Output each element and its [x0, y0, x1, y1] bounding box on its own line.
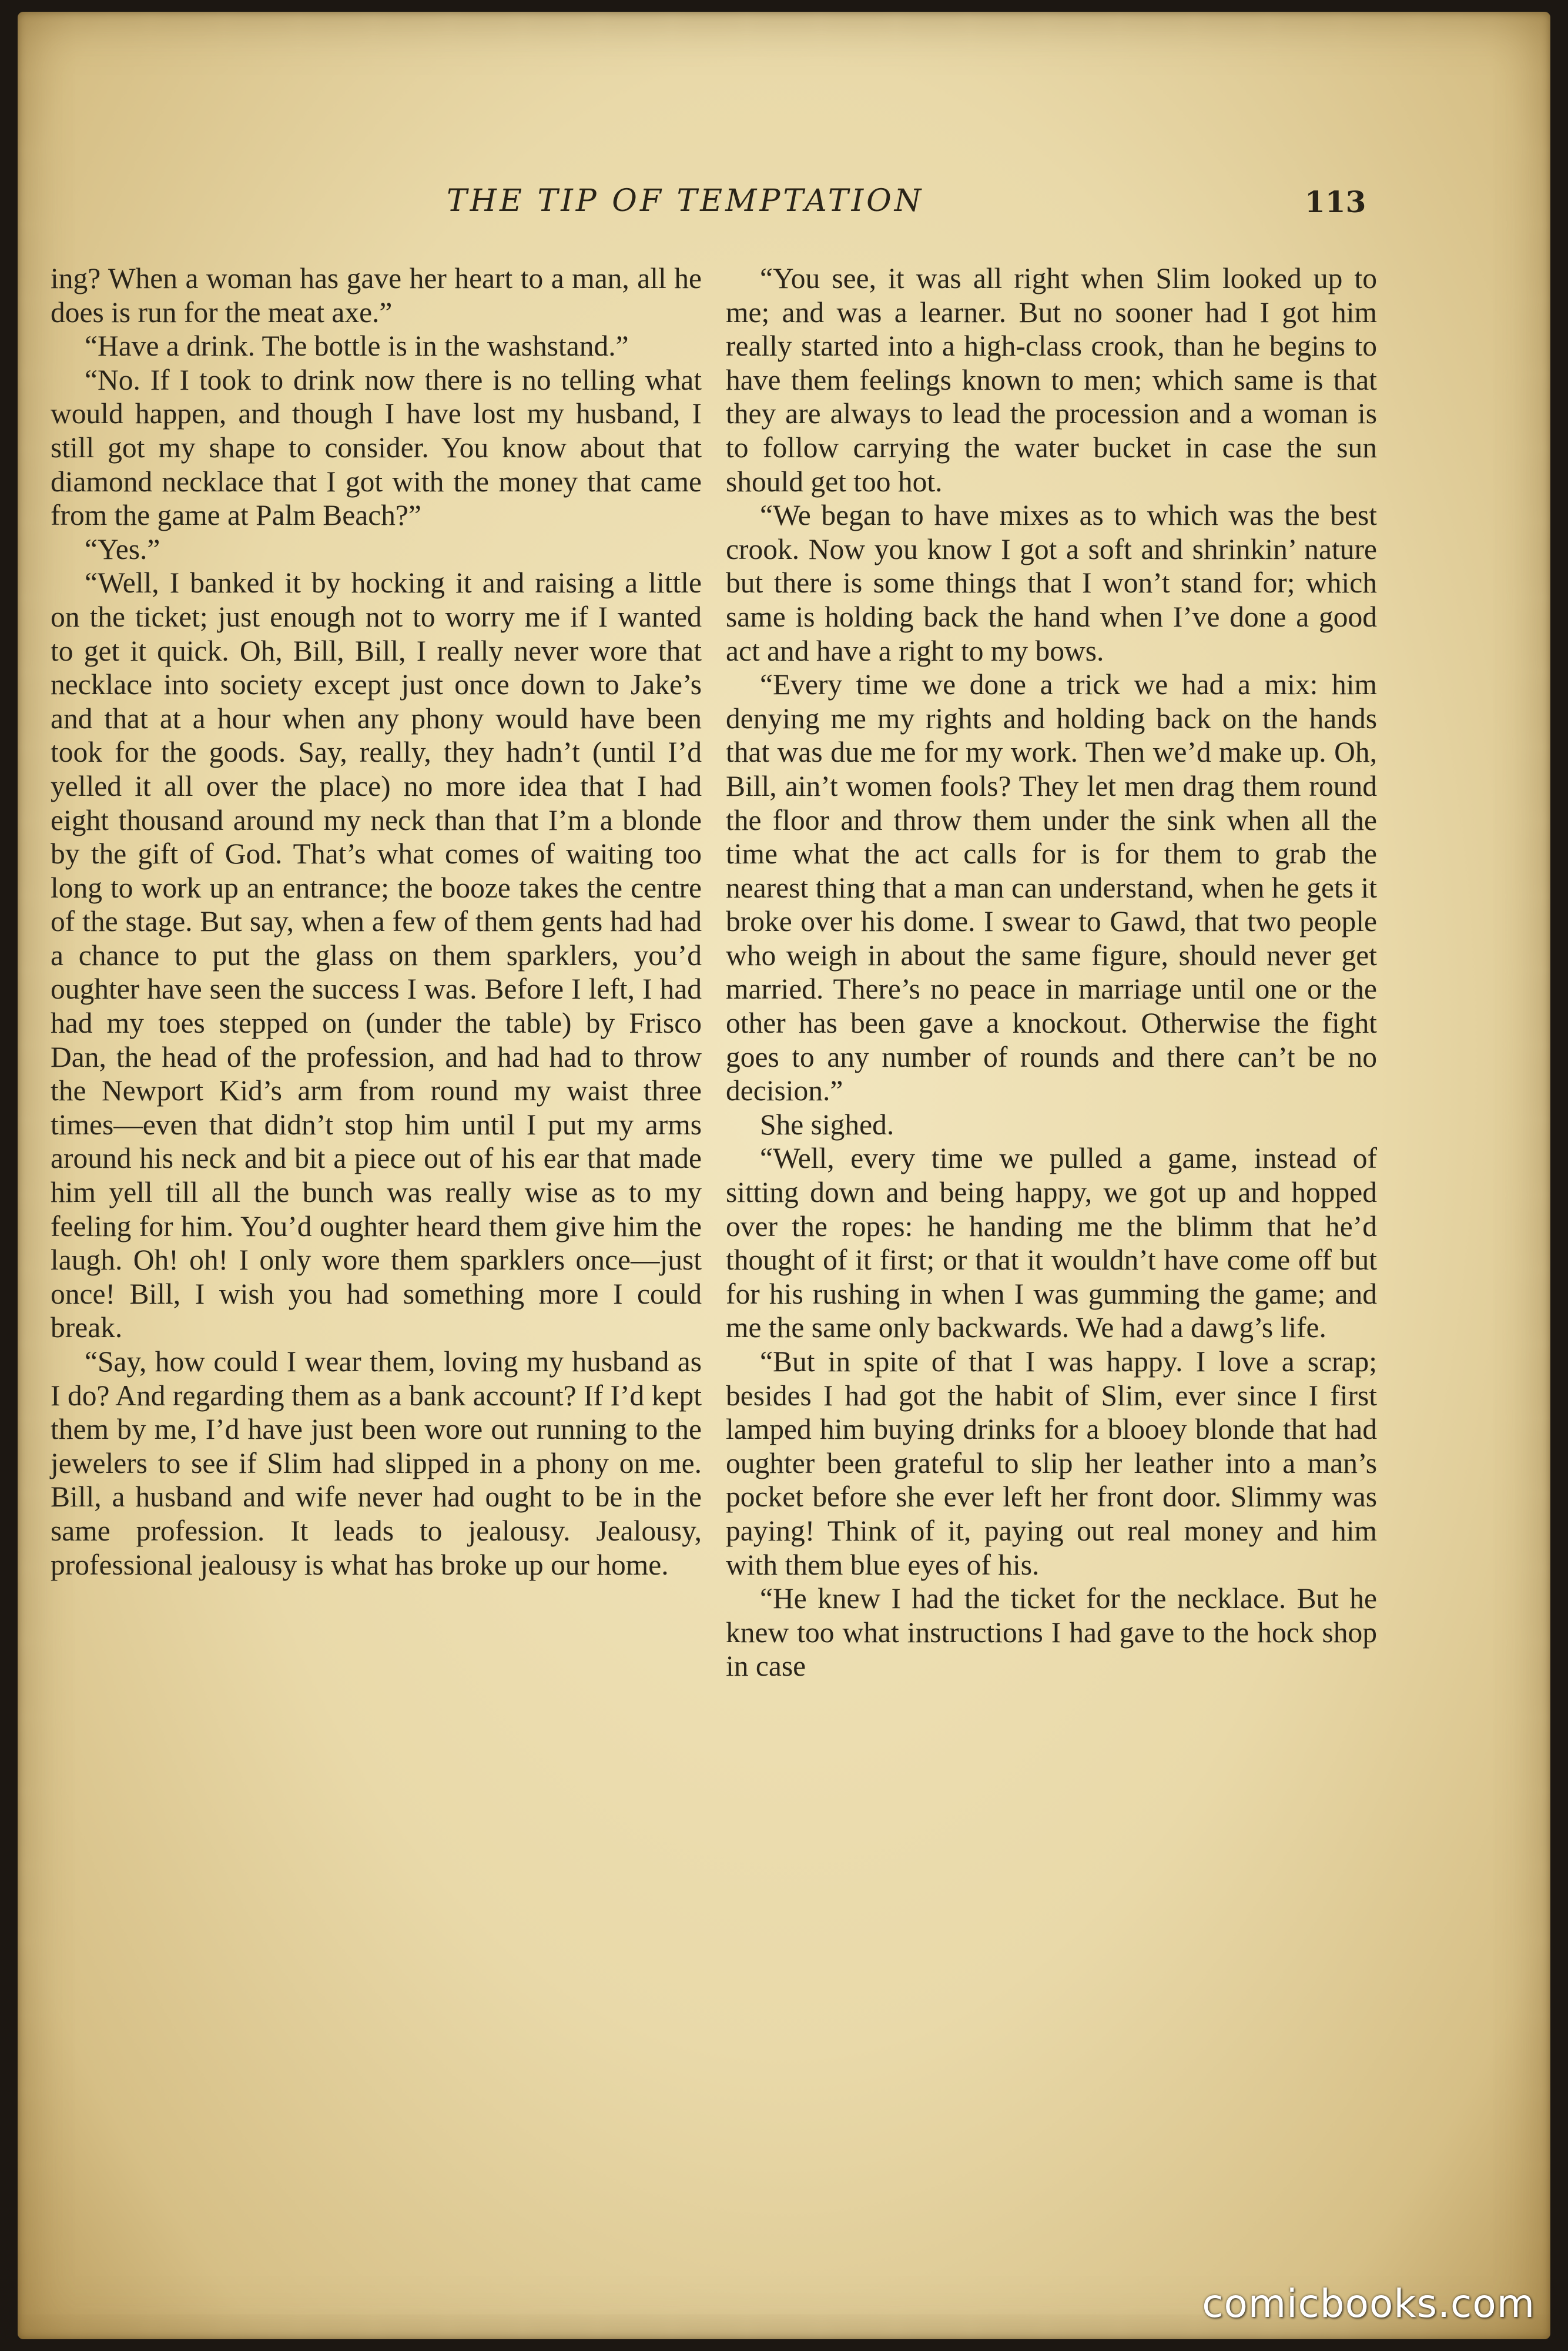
paragraph: “Every time we done a trick we had a mix: him denying me my rights and holding back on the hands that was due me for my work. Then we’d make up. Oh, Bill, ain’t women fools? They let men drag them round the floor and throw them under the sink when all the time what the act calls for is for them to grab the nearest thing that a man can understand, when he gets it broke over his dome. I swear to Gawd, that two people who weigh in about the same figure, should never get married. There’s no peace in marriage until one or the other has been gave a knockout. Otherwise the fight goes to any number of rounds and there can’t be no decision.”	[726, 668, 1377, 1107]
paragraph: “He knew I had the ticket for the necklace. But he knew too what instructions I had gave to the hock shop in case	[726, 1582, 1377, 1683]
running-head: THE TIP OF TEMPTATION	[447, 183, 924, 219]
paragraph: “Well, I banked it by hocking it and raising a little on the ticket; just enough not to worry me if I wanted to get it quick. Oh, Bill, Bill, I really never wore that necklace into society except just once down to Jake’s and that at a hour when any phony would have been took for the goods. Say, really, they hadn’t (until I’d yelled it all over the place) no more idea that I had eight thousand around my neck than that I’m a blonde by the gift of God. That’s what comes of waiting too long to work up an entrance; the booze takes the centre of the stage. But say, when a few of them gents had had a chance to put the glass on them sparklers, you’d oughter have seen the success I was. Before I left, I had had my toes stepped on (under the table) by Frisco Dan, the head of the profession, and had had to throw the Newport Kid’s arm from round my waist three times—even that didn’t stop him until I put my arms around his neck and bit a piece out of his ear that made him yell till all the bunch was really wise as to my feeling for him. You’d oughter heard them give him the laugh. Oh! oh! I only wore them sparklers once—just once! Bill, I wish you had something more I could break.	[51, 567, 702, 1344]
paragraph: She sighed.	[760, 1108, 894, 1141]
paragraph: “Say, how could I wear them, loving my husband as I do? And regarding them as a bank account? If I’d kept them by me, I’d have just been wore out running to the jewelers to see if Slim had slipped in a phony on me. Bill, a husband and wife never had ought to be in the same profession. It leads to jealousy. Jealousy, professional jealousy is what has broke up our home.	[51, 1345, 702, 1581]
paragraph: “Well, every time we pulled a game, instead of sitting down and being happy, we got up and hopped over the ropes: he handing me the blimm that he’d thought of it first; or that it wouldn’t have come off but for his rushing in when I was gumming the game; and me the same only backwards. We had a dawg’s life.	[726, 1142, 1377, 1344]
watermark: comicbooks.com	[1202, 2281, 1535, 2326]
paragraph: “But in spite of that I was happy. I love a scrap; besides I had got the habit of Slim, ever since I first lamped him buying drinks for a blooey blonde that had oughter been grateful to slip her leather into a man’s pocket before she ever left her front door. Slimmy was paying! Think of it, paying out real money and him with them blue eyes of his.	[726, 1345, 1377, 1581]
page-number: 113	[1305, 185, 1366, 219]
right-column	[726, 262, 1377, 1683]
paragraph: “No. If I took to drink now there is no telling what would happen, and though I have lost my husband, I still got my shape to consider. You know about that diamond necklace that I got with the money that came from the game at Palm Beach?”	[51, 363, 702, 532]
paragraph: “You see, it was all right when Slim looked up to me; and was a learner. But no sooner had I got him really started into a high-class crook, than he begins to have them feelings known to men; which same is that they are always to lead the procession and a woman is to follow carrying the water bucket in case the sun should get too hot.	[726, 262, 1377, 498]
paragraph: “Have a drink. The bottle is in the washstand.”	[85, 330, 629, 363]
paragraph: “We began to have mixes as to which was the best crook. Now you know I got a soft and shrinkin’ nature but there is some things that I won’t stand for; which same is holding back the hand when I’ve done a good act and have a right to my bows.	[726, 499, 1377, 667]
left-column	[51, 262, 702, 1582]
paragraph: ing? When a woman has gave her heart to a man, all he does is run for the meat axe.”	[51, 262, 702, 329]
page-header	[18, 183, 1550, 236]
paragraph: “Yes.”	[85, 533, 160, 565]
book-page	[18, 12, 1550, 2339]
